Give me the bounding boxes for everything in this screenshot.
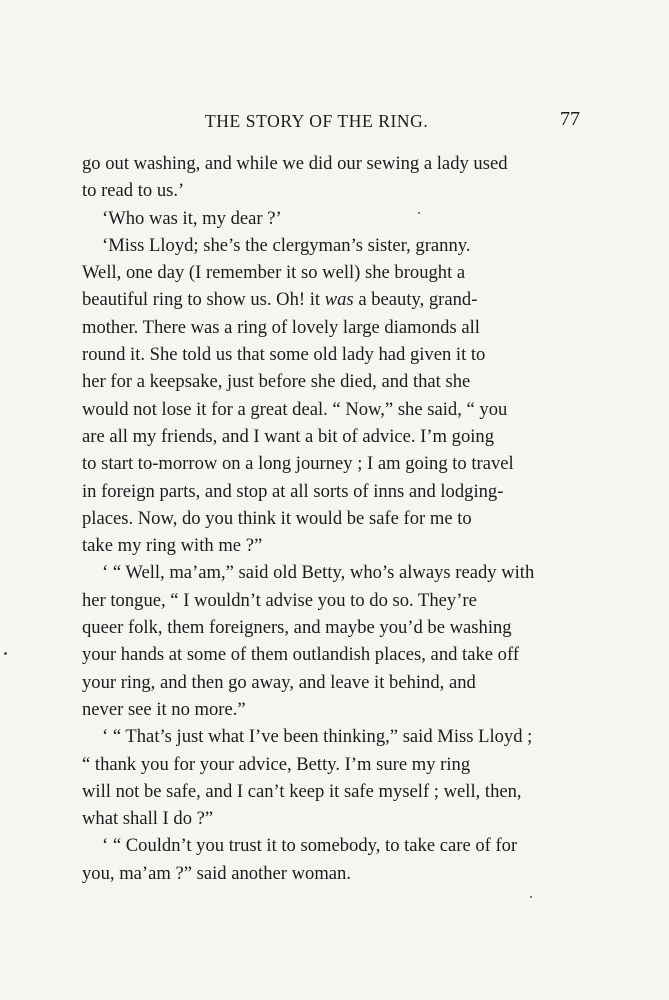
text-line: beautiful ring to show us. Oh! it was a beauty, grand-	[82, 289, 478, 311]
text-line: queer folk, them foreigners, and maybe you’d be washing	[82, 617, 512, 639]
running-title: THE STORY OF THE RING.	[205, 111, 429, 131]
text-line: in foreign parts, and stop at all sorts of inns and lodging-	[82, 480, 504, 502]
text-line: take my ring with me ?”	[82, 535, 263, 557]
italic-word: was	[324, 289, 354, 311]
text-line: “ thank you for your advice, Betty. I’m sure my ring	[82, 753, 471, 775]
ink-speck	[530, 896, 532, 898]
text-line: ‘Who was it, my dear ?’	[102, 207, 282, 229]
text-line: ‘ “ Couldn’t you trust it to somebody, to take care of for	[102, 835, 518, 857]
text-line: go out washing, and while we did our sewing a lady used	[82, 153, 508, 174]
text-line: your ring, and then go away, and leave it behind, and	[82, 671, 476, 693]
text-line: would not lose it for a great deal. “ Now,” she said, “ you	[82, 398, 508, 420]
text-line: ‘ “ Well, ma’am,” said old Betty, who’s always ready with	[102, 562, 535, 584]
page-number: 77	[560, 108, 580, 130]
text-line: Well, one day (I remember it so well) she brought a	[82, 262, 466, 284]
text-line: you, ma’am ?” said another woman.	[82, 862, 352, 884]
text-line: to read to us.’	[82, 180, 185, 202]
ink-speck	[418, 212, 420, 214]
text-line: what shall I do ?”	[82, 808, 214, 830]
text-line: will not be safe, and I can’t keep it safe myself ; well, then,	[82, 780, 522, 802]
text-line: round it. She told us that some old lady had given it to	[82, 344, 486, 366]
text-line: places. Now, do you think it would be safe for me to	[82, 507, 472, 529]
ink-speck	[4, 652, 7, 655]
text-line: her for a keepsake, just before she died, and that she	[82, 371, 471, 393]
text-line: your hands at some of them outlandish places, and take off	[82, 644, 520, 666]
text-line: mother. There was a ring of lovely large diamonds all	[82, 316, 480, 338]
text-line: are all my friends, and I want a bit of advice. I’m going	[82, 425, 495, 447]
text-line: to start to-morrow on a long journey ; I am going to travel	[82, 453, 514, 475]
text-line: ‘ “ That’s just what I’ve been thinking,” said Miss Lloyd ;	[102, 726, 533, 748]
text-line: her tongue, “ I wouldn’t advise you to do so. They’re	[82, 589, 477, 611]
body-text	[82, 150, 592, 887]
text-line: ‘Miss Lloyd; she’s the clergyman’s sister, granny.	[102, 234, 471, 256]
running-head	[0, 108, 669, 139]
text-line: never see it no more.”	[82, 698, 246, 720]
